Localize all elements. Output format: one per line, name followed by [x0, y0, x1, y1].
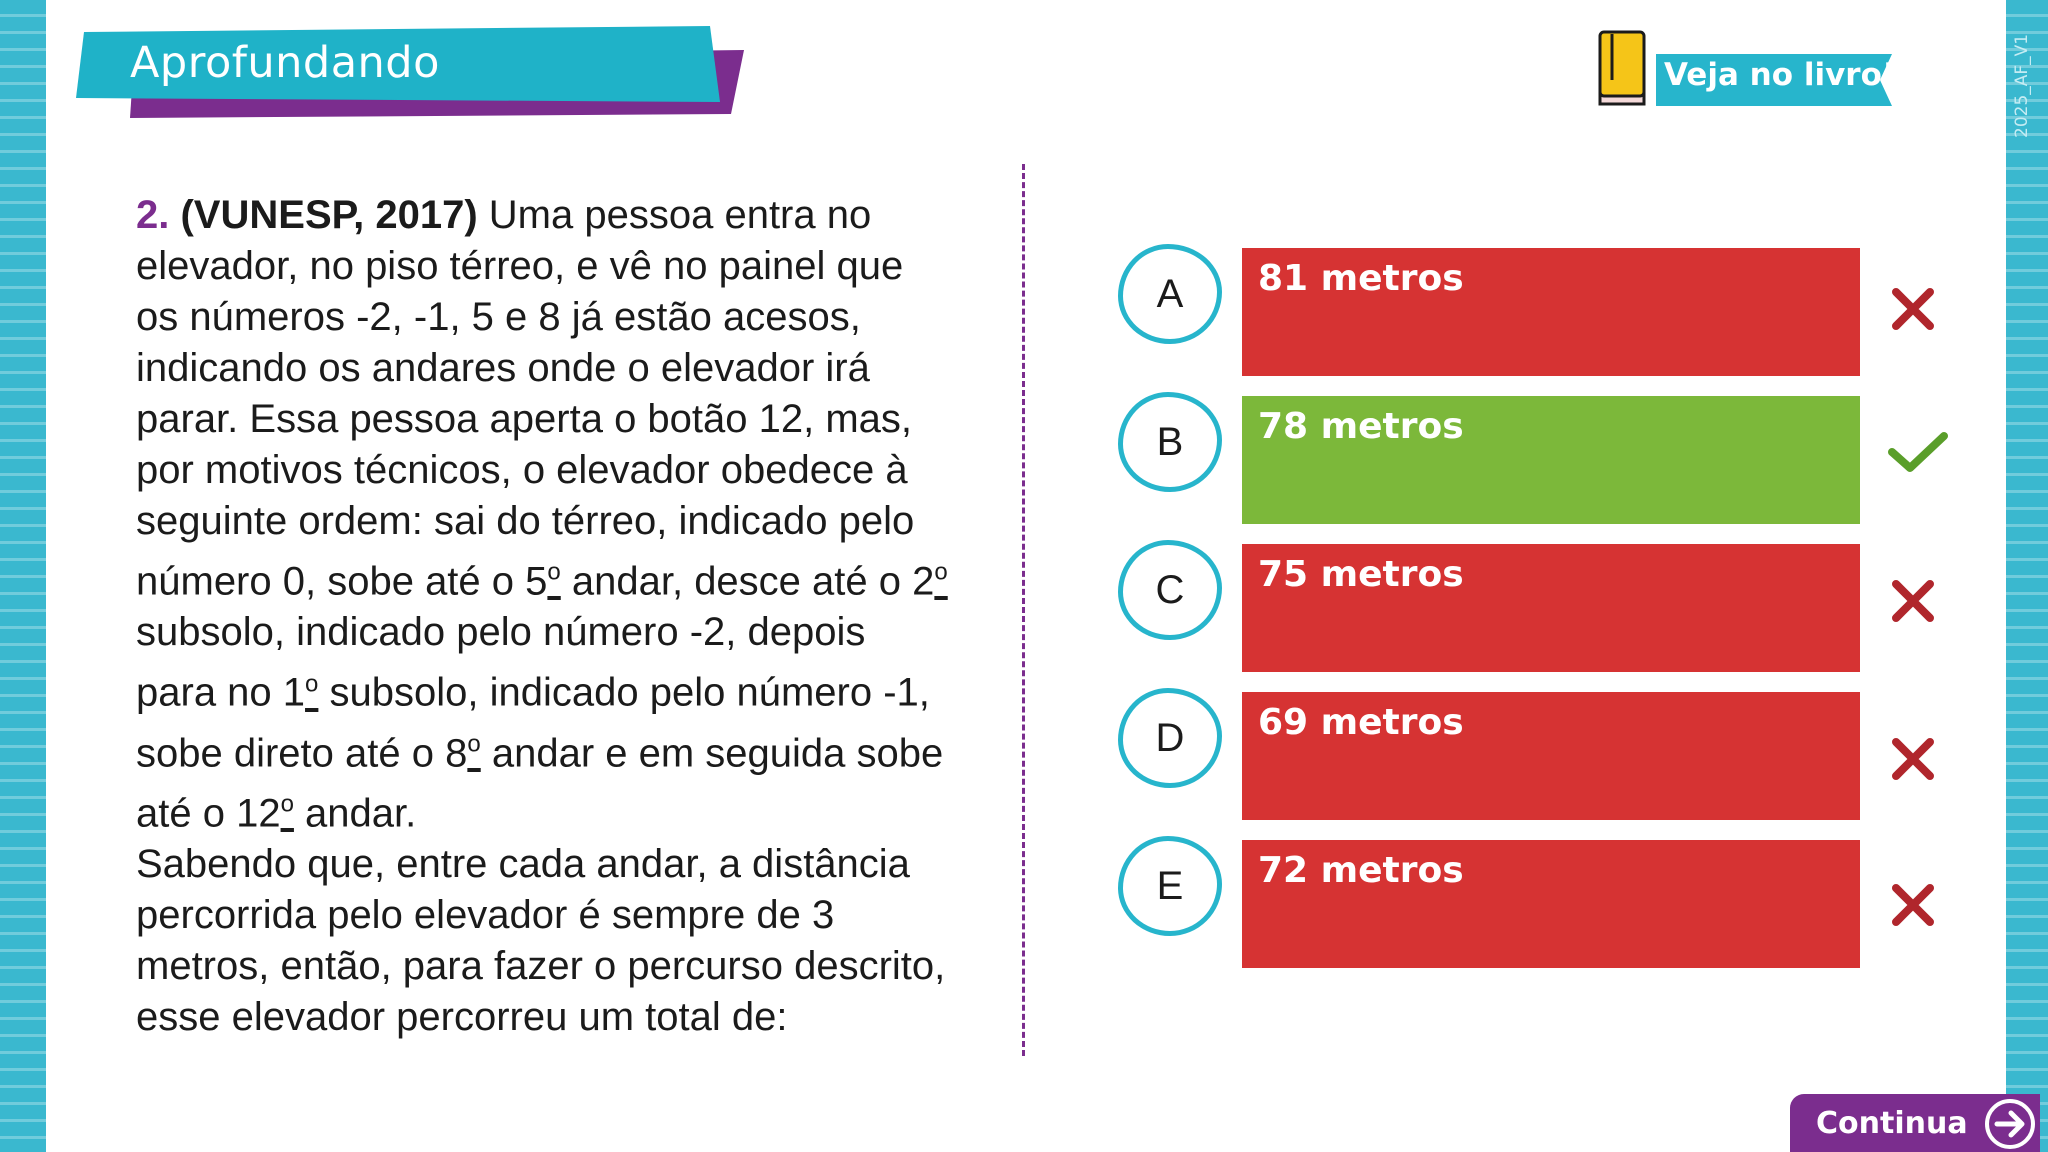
ordinal-indicator: o [305, 670, 319, 698]
question-paragraph-1 [136, 190, 956, 839]
option-e[interactable] [1118, 836, 1948, 966]
version-tag: 2025_AF_V1 [2012, 33, 2032, 138]
option-letter: A [1156, 272, 1184, 316]
wrong-x-icon [1888, 576, 1938, 626]
question-text [136, 190, 956, 1043]
continue-button[interactable] [1790, 1094, 2040, 1152]
dashed-divider [1022, 164, 1025, 1056]
option-answer-text: 81 metros [1258, 258, 1464, 299]
question-segment: Uma pessoa entra no elevador, no piso térreo, e vê no painel que os números -2, -1, 5 e 8 já estão acesos, indicando os andares onde o elevador irá parar. Essa pessoa aperta o botão 12, mas, por motivos técnicos, o elevador obedece à seguinte ordem: sai do térreo, indicado pelo número 0, sobe até o 5 [136, 193, 915, 604]
question-number: 2. [136, 193, 170, 237]
continue-button-label[interactable]: Continua [1816, 1106, 1968, 1141]
option-answer-text: 72 metros [1258, 850, 1464, 891]
option-d[interactable] [1118, 688, 1948, 818]
ordinal-indicator: o [547, 559, 561, 586]
wrong-x-icon [1888, 284, 1938, 334]
option-b[interactable] [1118, 392, 1948, 522]
question-segment: andar e em seguida sobe até o 12 [136, 730, 944, 836]
book-icon [1600, 32, 1644, 104]
wrong-x-icon [1888, 880, 1938, 930]
ordinal-indicator: o [280, 790, 294, 818]
option-answer-text: 69 metros [1258, 702, 1464, 743]
option-letter: E [1156, 864, 1184, 908]
arrow-right-circle-icon[interactable] [1982, 1096, 2038, 1152]
ordinal-indicator: o [467, 730, 481, 758]
question-source: (VUNESP, 2017) [180, 193, 478, 237]
question-segment: andar, desce até o 2 [560, 559, 935, 604]
wrong-x-icon [1888, 734, 1938, 784]
book-badge-label[interactable]: Veja no livro! [1664, 57, 1897, 93]
right-decorative-strip [2006, 0, 2048, 1152]
option-a[interactable] [1118, 244, 1948, 374]
question-segment: subsolo, indicado pelo número -2, depois para no 1 [136, 610, 866, 715]
option-letter: B [1156, 420, 1184, 464]
left-decorative-strip [0, 0, 46, 1152]
option-letter: C [1155, 568, 1185, 612]
question-paragraph-2: Sabendo que, entre cada andar, a distância percorrida pelo elevador é sempre de 3 metros, então, para fazer o percurso descrito, esse elevador percorreu um total de: [136, 842, 946, 1040]
correct-check-icon [1888, 426, 1948, 476]
option-c[interactable] [1118, 540, 1948, 670]
option-answer-text: 75 metros [1258, 554, 1464, 595]
question-segment: subsolo, indicado pelo número -1, sobe direto até o 8 [136, 670, 930, 775]
section-title: Aprofundando [130, 38, 440, 88]
option-letter: D [1155, 716, 1185, 760]
ordinal-indicator: o [934, 559, 948, 586]
question-segment: andar. [293, 791, 417, 836]
option-answer-text: 78 metros [1258, 406, 1464, 447]
